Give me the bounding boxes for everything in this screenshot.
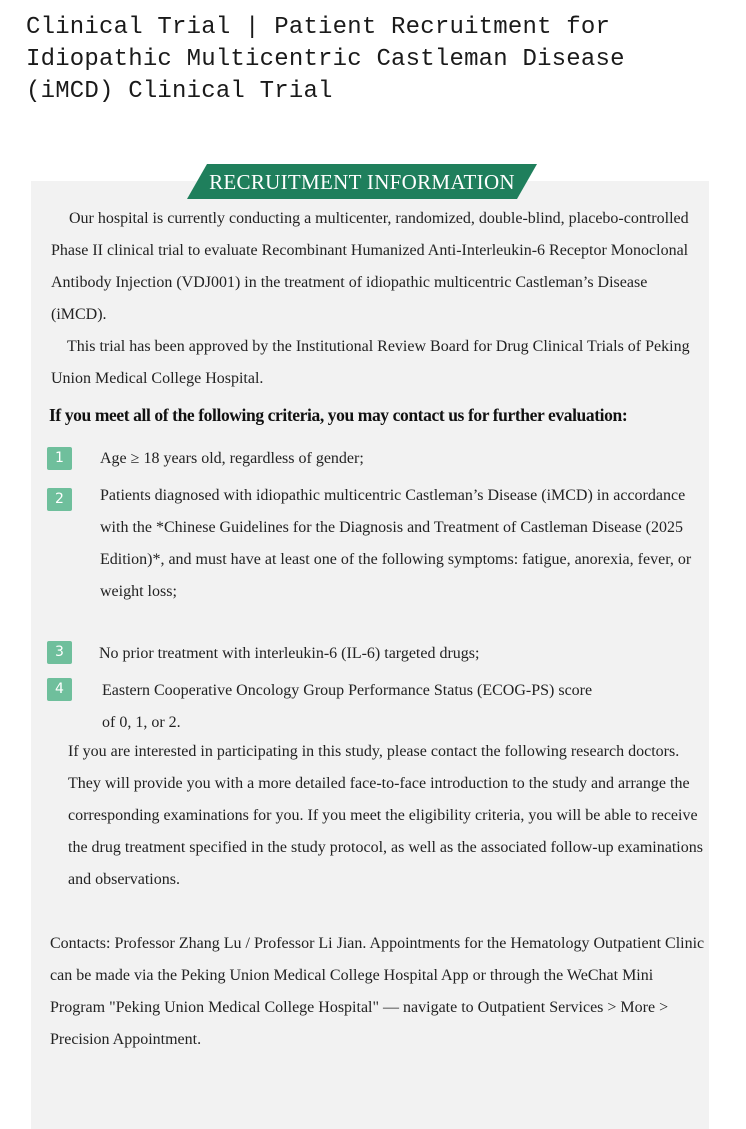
criterion-number-badge: 1 xyxy=(47,447,72,470)
criterion-text: No prior treatment with interleukin-6 (IL-6) targeted drugs; xyxy=(99,645,480,662)
invitation-paragraph: If you are interested in participating in this study, please contact the following research doctors. They will provide you with a more detailed face-to-face introduction to the study and arrange the corresponding examinations for you. If you meet the eligibility criteria, you will be able to receive the drug treatment specified in the study protocol, as well as the associated follow-up examinations and observations. xyxy=(68,743,707,888)
banner-label: RECRUITMENT INFORMATION xyxy=(209,170,515,194)
criterion-text: Age ≥ 18 years old, regardless of gender; xyxy=(100,450,364,467)
intro-paragraph: Our hospital is currently conducting a multicenter, randomized, double-blind, placebo-controlled Phase II clinical trial to evaluate Recombinant Humanized Anti-Interleukin-6 Receptor Monoclonal Antibody Injection (VDJ001) in the treatment of idiopathic multicentric Castleman’s Disease (iMCD). xyxy=(51,210,693,323)
criterion-text: Patients diagnosed with idiopathic multicentric Castleman’s Disease (iMCD) in accordance with the *Chinese Guidelines for the Diagnosis and Treatment of Castleman Disease (2025 Edition)*, and must have at least one of the following symptoms: fatigue, anorexia, fever, or weight loss; xyxy=(100,487,696,600)
approval-paragraph: This trial has been approved by the Institutional Review Board for Drug Clinical Trials of Peking Union Medical College Hospital. xyxy=(51,338,694,387)
criteria-heading: If you meet all of the following criteria, you may contact us for further evaluation: xyxy=(49,405,628,425)
criterion-number-badge: 4 xyxy=(47,678,72,701)
criterion-number-badge: 3 xyxy=(47,641,72,664)
criterion-number-badge: 2 xyxy=(47,488,72,511)
criterion-text xyxy=(102,675,702,739)
criterion-text-line: Eastern Cooperative Oncology Group Performance Status (ECOG-PS) score xyxy=(102,682,593,699)
recruitment-banner xyxy=(187,164,537,199)
page-title: Clinical Trial | Patient Recruitment for Idiopathic Multicentric Castleman Disease (iMCD) Clinical Trial xyxy=(26,14,625,105)
contacts-paragraph: Contacts: Professor Zhang Lu / Professor Li Jian. Appointments for the Hematology Outpatient Clinic can be made via the Peking Union Medical College Hospital App or through the WeChat Mini Program "Peking Union Medical College Hospital" — navigate to Outpatient Services > More > Precision Appointment. xyxy=(50,935,709,1048)
criterion-text-line: of 0, 1, or 2. xyxy=(102,714,181,731)
